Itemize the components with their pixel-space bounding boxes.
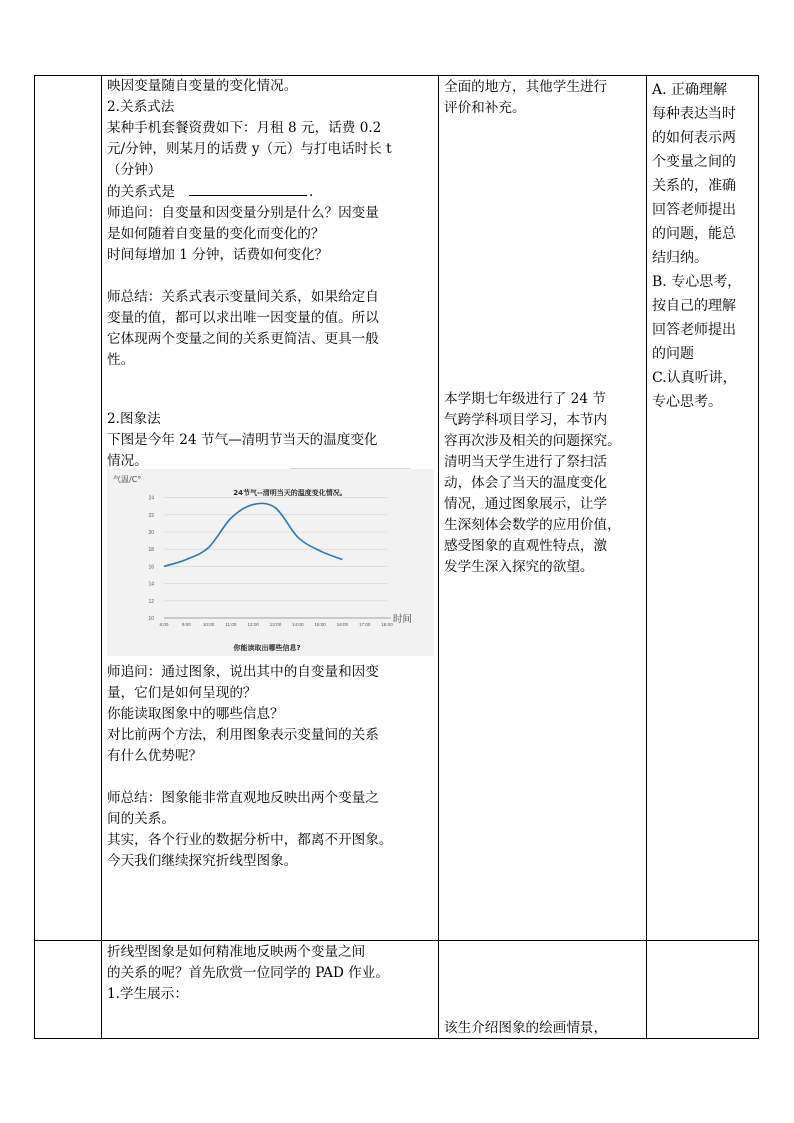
text-line: 某种手机套餐资费如下：月租 8 元，话费 0.2 <box>107 120 382 136</box>
y-tick-label: 16 <box>148 564 154 571</box>
text-line: 按自己的理解 <box>652 298 736 314</box>
text-line: 时间每增加 1 分钟，话费如何变化？ <box>107 247 329 263</box>
formula-blank <box>189 181 307 196</box>
row2-intent-text <box>444 1018 644 1039</box>
text-line: 今天我们继续探究折线型图象。 <box>107 853 298 869</box>
text-line: 每种表达当时 <box>652 106 736 122</box>
text-line: 关系的，准确 <box>652 178 736 194</box>
text-line: 发学生深入探究的欲望。 <box>444 559 594 575</box>
col-divider-1 <box>101 75 102 1039</box>
y-tick-label: 20 <box>148 530 154 536</box>
text-line: 气跨学科项目学习，本节内 <box>444 412 608 428</box>
temperature-chart <box>107 469 434 656</box>
text-line: C.认真听讲， <box>652 370 737 386</box>
x-axis-title: 时间 <box>393 614 413 625</box>
text-line: 个变量之间的 <box>652 154 736 170</box>
row-divider <box>34 940 759 941</box>
x-tick-label: 10:00 <box>202 622 215 627</box>
y-tick-label: 18 <box>148 547 154 554</box>
text-line: 变量的值，都可以求出唯一因变量的值。所以 <box>107 310 379 326</box>
formula-label: 的关系式是 <box>107 184 175 200</box>
text-line: 回答老师提出 <box>652 202 736 218</box>
text-line: 的问题，能总 <box>652 226 736 242</box>
chart-caption: 你能读取出哪些信息? <box>233 644 301 652</box>
x-tick-label: 14:00 <box>292 622 304 627</box>
col-divider-2 <box>438 75 439 1039</box>
text-line: 回答老师提出 <box>652 322 736 338</box>
text-line: 感受图象的直观性特点，激 <box>444 538 608 554</box>
text-line: B. 专心思考， <box>652 274 742 290</box>
x-tick-label: 8:00 <box>159 622 169 627</box>
text-line: 结归纳。 <box>652 250 708 266</box>
y-tick-label: 12 <box>148 598 154 605</box>
text-line: 动，体会了当天的温度变化 <box>444 475 608 491</box>
text-line: 情况。 <box>107 453 148 469</box>
text-line: 师追问：通过图象，说出其中的自变量和因变 <box>107 664 379 680</box>
design-intent-mid <box>444 389 644 578</box>
graph-method-text <box>107 409 435 472</box>
x-tick-label: 9:00 <box>181 622 191 627</box>
text-line: 专心思考。 <box>652 394 722 410</box>
text-line: 是如何随着自变量的变化而变化的？ <box>107 226 325 242</box>
temperature-line <box>164 503 342 566</box>
table-border-bottom <box>34 1038 759 1039</box>
x-tick-label: 17:00 <box>358 622 371 627</box>
text-line: 全面的地方，其他学生进行 <box>444 79 608 95</box>
text-line: 有什么优势呢？ <box>107 748 203 764</box>
text-line: 2.图象法 <box>107 411 161 427</box>
y-axis-title: 气温/C° <box>113 475 142 484</box>
text-line: 下图是今年 24 节气—清明节当天的温度变化 <box>107 432 378 448</box>
text-line: （分钟） <box>107 162 162 178</box>
y-tick-label: 22 <box>148 512 154 519</box>
teaching-process-text <box>107 76 435 371</box>
text-line: 量，它们是如何呈现的？ <box>107 685 257 701</box>
text-line: 本学期七年级进行了 24 节 <box>444 391 606 407</box>
graph-questions-text <box>107 662 435 872</box>
text-line: 评价和补充。 <box>444 100 526 116</box>
x-tick-label: 13:00 <box>269 622 282 627</box>
formula-line <box>107 181 435 203</box>
text-line: 师追问：自变量和因变量分别是什么？因变量 <box>107 205 379 221</box>
text-line: 间的关系。 <box>107 811 175 827</box>
text-line: A. 正确理解 <box>652 82 728 98</box>
x-tick-label: 12:00 <box>247 622 259 627</box>
table-border-left <box>34 75 35 1039</box>
text-line: 它体现两个变量之间的关系更简洁、更具一般 <box>107 331 379 347</box>
student-activity <box>652 78 756 414</box>
y-tick-label: 14 <box>148 581 154 588</box>
text-line: 的关系的呢？首先欣赏一位同学的 PAD 作业。 <box>107 965 389 981</box>
x-tick-label: 11:00 <box>225 622 237 627</box>
text-line: 清明当天学生进行了祭扫活 <box>444 454 608 470</box>
y-tick-label: 10 <box>148 616 154 622</box>
design-intent-top <box>444 77 644 119</box>
table-border-right <box>758 75 759 1039</box>
text-line: 对比前两个方法，利用图象表示变量间的关系 <box>107 727 379 743</box>
text-line: 性。 <box>107 352 135 368</box>
text-line: 情况，通过图象展示，让学 <box>444 496 608 512</box>
text-line: 师总结：图象能非常直观地反映出两个变量之 <box>107 790 379 806</box>
text-line: 2.关系式法 <box>107 99 175 115</box>
chart-title: 24节气--清明当天的温度变化情况。 <box>233 489 347 497</box>
row2-process-text <box>107 942 435 1005</box>
text-line: 元/分钟，则某月的话费 y（元）与打电话时长 t <box>107 141 392 157</box>
text-line: 1.学生展示： <box>107 986 188 1002</box>
text-line: 师总结：关系式表示变量间关系，如果给定自 <box>107 289 379 305</box>
y-tick-label: 24 <box>148 495 154 502</box>
x-tick-label: 15:00 <box>314 622 326 627</box>
temperature-chart-svg <box>107 469 434 656</box>
text-line: 生深刻体会数学的应用价值， <box>444 517 621 533</box>
text-line: 的如何表示两 <box>652 130 736 146</box>
formula-end: . <box>308 184 314 200</box>
x-tick-label: 16:00 <box>336 622 349 627</box>
text-line: 你能读取图象中的哪些信息？ <box>107 706 284 722</box>
text-line: 该生介绍图象的绘画情景， <box>444 1020 608 1036</box>
col-divider-3 <box>646 75 647 1039</box>
text-line: 其实，各个行业的数据分析中，都离不开图象。 <box>107 832 393 848</box>
text-line: 的问题 <box>652 346 694 362</box>
text-line: 映因变量随自变量的变化情况。 <box>107 78 298 94</box>
text-line: 折线型图象是如何精准地反映两个变量之间 <box>107 944 366 960</box>
text-line: 容再次涉及相关的问题探究。 <box>444 433 621 449</box>
x-tick-label: 18:00 <box>381 622 393 627</box>
